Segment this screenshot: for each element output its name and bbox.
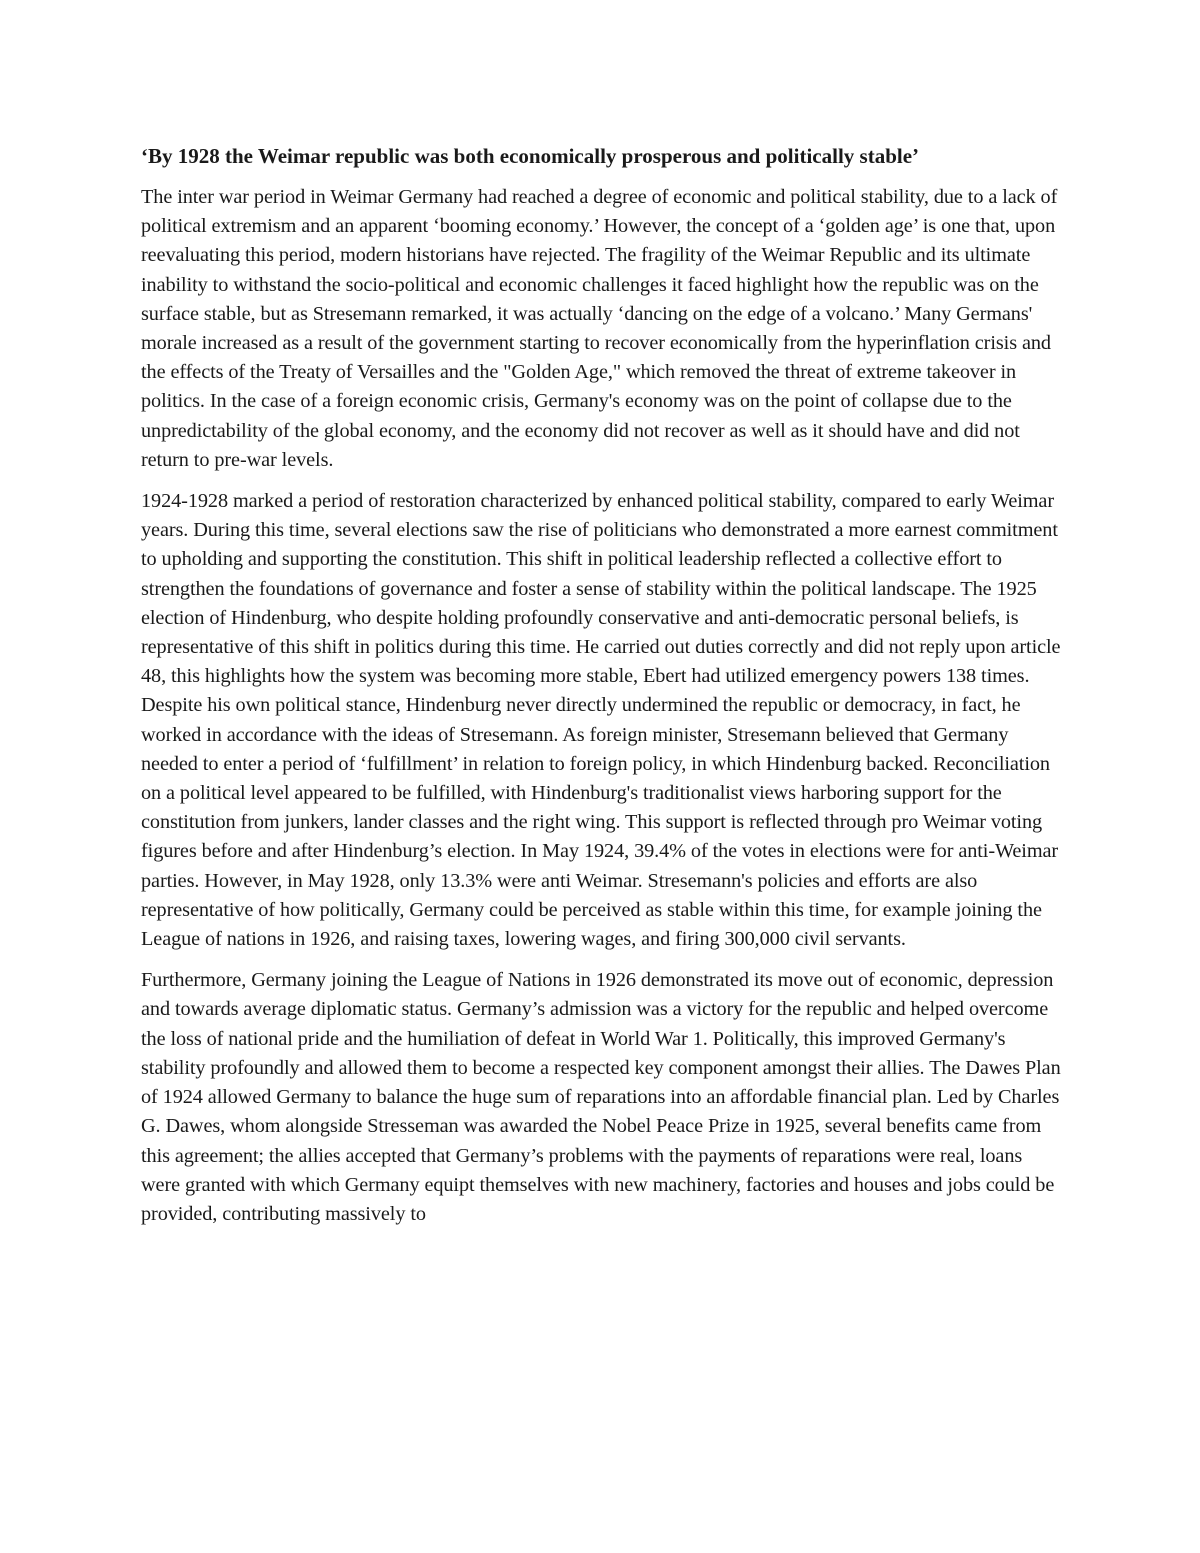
paragraph-political-stability: 1924-1928 marked a period of restoration characterized by enhanced political stability, compared to early Weimar years. During this time, several elections saw the rise of politicians who demonstrated a more earnest commitment to upholding and supporting the constitution. This shift in political leadership reflected a collective effort to strengthen the foundations of governance and foster a sense of stability within the political landscape. The 1925 election of Hindenburg, who despite holding profoundly conservative and anti-democratic personal beliefs, is representative of this shift in politics during this time. He carried out duties correctly and did not reply upon article 48, this highlights how the system was becoming more stable, Ebert had utilized emergency powers 138 times. Despite his own political stance, Hindenburg never directly undermined the republic or democracy, in fact, he worked in accordance with the ideas of Stresemann. As foreign minister, Stresemann believed that Germany needed to enter a period of ‘fulfillment’ in relation to foreign policy, in which Hindenburg backed. Reconciliation on a political level appeared to be fulfilled, with Hindenburg's traditionalist views harboring support for the constitution from junkers, lander classes and the right wing. This support is reflected through pro Weimar voting figures before and after Hindenburg’s election. In May 1924, 39.4% of the votes in elections were for anti-Weimar parties. However, in May 1928, only 13.3% were anti Weimar. Stresemann's policies and efforts are also representative of how politically, Germany could be perceived as stable within this time, for example joining the League of nations in 1926, and raising taxes, lowering wages, and firing 300,000 civil servants. bbox=[141, 490, 1061, 951]
paragraph-league-of-nations: Furthermore, Germany joining the League of Nations in 1926 demonstrated its move out of economic, depression and towards average diplomatic status. Germany’s admission was a victory for the republic and helped overcome the loss of national pride and the humiliation of defeat in World War 1. Politically, this improved Germany's stability profoundly and allowed them to become a respected key component amongst their allies. The Dawes Plan of 1924 allowed Germany to balance the huge sum of reparations into an affordable financial plan. Led by Charles G. Dawes, whom alongside Stresseman was awarded the Nobel Peace Prize in 1925, several benefits came from this agreement; the allies accepted that Germany’s problems with the payments of reparations were real, loans were granted with which Germany equipt themselves with new machinery, factories and houses and jobs could be provided, contributing massively to bbox=[141, 969, 1061, 1225]
document-body bbox=[141, 142, 1061, 1241]
document-title: ‘By 1928 the Weimar republic was both economically prosperous and politically stable’ bbox=[141, 144, 920, 168]
paragraph-intro: The inter war period in Weimar Germany had reached a degree of economic and political stability, due to a lack of political extremism and an apparent ‘booming economy.’ However, the concept of a ‘golden age’ is one that, upon reevaluating this period, modern historians have rejected. The fragility of the Weimar Republic and its ultimate inability to withstand the socio-political and economic challenges it faced highlight how the republic was on the surface stable, but as Stresemann remarked, it was actually ‘dancing on the edge of a volcano.’ Many Germans' morale increased as a result of the government starting to recover economically from the hyperinflation crisis and the effects of the Treaty of Versailles and the "Golden Age," which removed the threat of extreme takeover in politics. In the case of a foreign economic crisis, Germany's economy was on the point of collapse due to the unpredictability of the global economy, and the economy did not recover as well as it should have and did not return to pre-war levels. bbox=[141, 186, 1058, 471]
